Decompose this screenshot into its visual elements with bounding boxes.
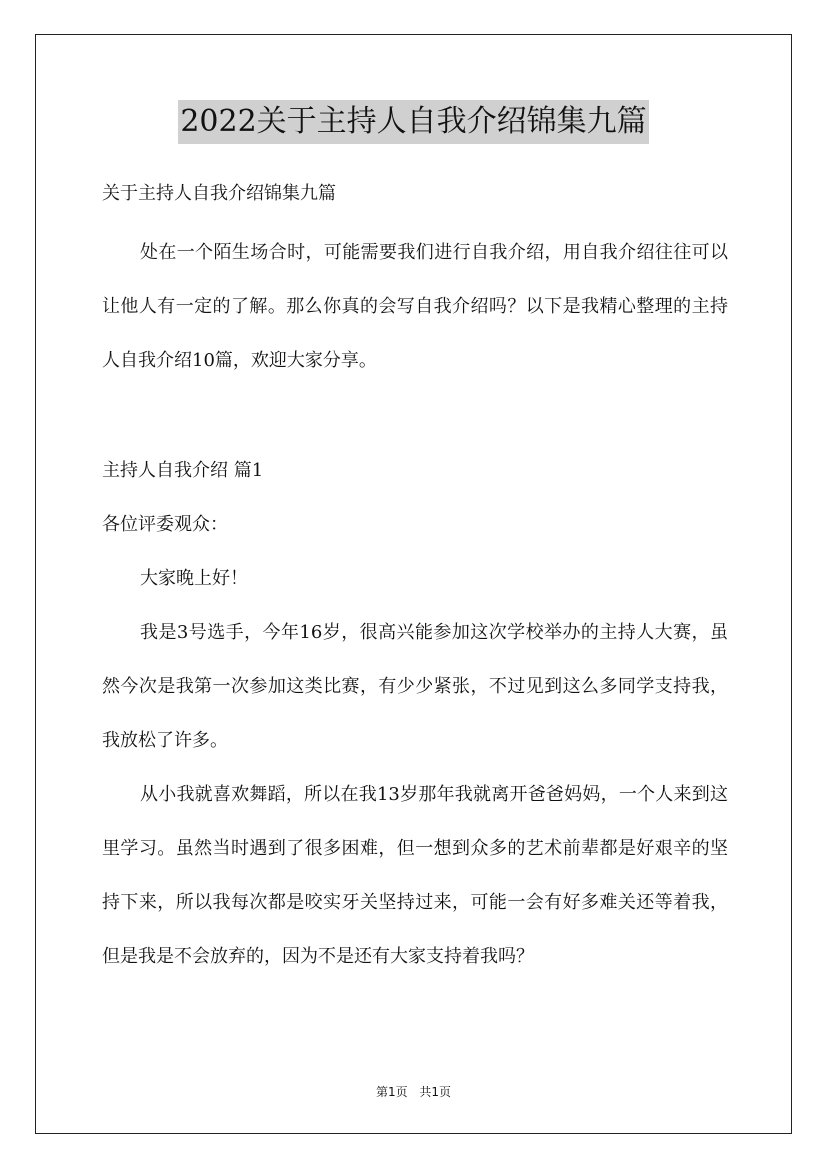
greeting-line: 各位评委观众： [102, 514, 228, 535]
salutation-line: 大家晚上好！ [140, 568, 248, 589]
body-paragraph-1: 我是3号选手，今年16岁，很高兴能参加这次学校举办的主持人大赛，虽然今次是我第一次参加这类比赛，有少少紧张，不过见到这么多同学支持我，我放松了许多。 [102, 622, 728, 751]
page-number: 第1页 [375, 1085, 408, 1099]
document-title: 2022关于主持人自我介绍锦集九篇 [178, 100, 648, 144]
section-heading: 主持人自我介绍 篇1 [102, 460, 264, 481]
page-footer [0, 1083, 827, 1100]
page-total: 共1页 [419, 1085, 452, 1099]
body-paragraph-2: 从小我就喜欢舞蹈，所以在我13岁那年我就离开爸爸妈妈，一个人来到这里学习。虽然当时遇到了很多困难，但一想到众多的艺术前辈都是好艰辛的坚持下来，所以我每次都是咬实牙关坚持过来，可能一会有好多难关还等着我，但是我是不会放弃的，因为不是还有大家支持着我吗？ [102, 784, 728, 967]
title-container [0, 100, 827, 144]
intro-paragraph: 处在一个陌生场合时，可能需要我们进行自我介绍，用自我介绍往往可以让他人有一定的了解。那么你真的会写自我介绍吗？以下是我精心整理的主持人自我介绍10篇，欢迎大家分享。 [102, 242, 728, 371]
section-spacer [102, 388, 728, 444]
document-body [102, 175, 728, 984]
document-subtitle: 关于主持人自我介绍锦集九篇 [102, 183, 336, 204]
